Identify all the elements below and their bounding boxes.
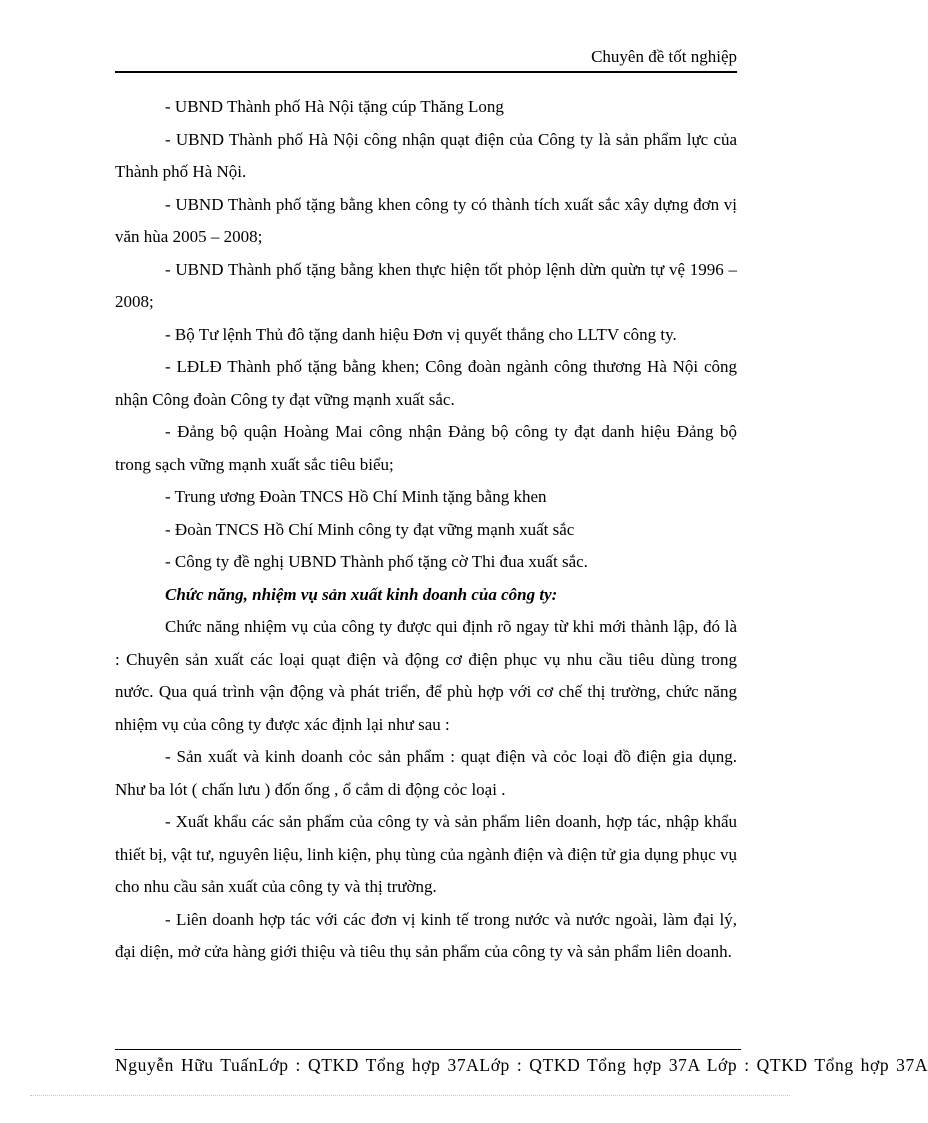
award-item: - UBND Thành phố tặng bằng khen công ty có thành tích xuất sắc xây dựng đơn vị văn hùa 2005 – 2008; (115, 194, 737, 246)
award-item: - Đảng bộ quận Hoàng Mai công nhận Đảng bộ công ty đạt danh hiệu Đảng bộ trong sạch vững mạnh xuất sắc tiêu biểu; (115, 422, 737, 474)
body-text (115, 91, 737, 969)
award-item: - Bộ Tư lệnh Thủ đô tặng danh hiệu Đơn vị quyết thắng cho LLTV công ty. (165, 324, 677, 344)
section-paragraph: - Xuất khẩu các sản phẩm của công ty và sản phẩm liên doanh, hợp tác, nhập khẩu thiết bị, vật tư, nguyên liệu, linh kiện, phụ tùng của ngành điện và điện tử gia dụng phục vụ cho nhu cầu sản xuất của công ty và thị trường. (115, 812, 737, 896)
award-item: - Trung ương Đoàn TNCS Hồ Chí Minh tặng bằng khen (165, 487, 547, 506)
footer-rule (115, 1049, 741, 1050)
page-boundary-dots (30, 1095, 790, 1096)
award-item: - Đoàn TNCS Hồ Chí Minh công ty đạt vững mạnh xuất sắc (165, 519, 575, 539)
award-item: - UBND Thành phố tặng bằng khen thực hiện tốt phỏp lệnh dừn quừn tự vệ 1996 – 2008; (115, 259, 737, 311)
award-item: - UBND Thành phố Hà Nội tặng cúp Thăng Long (165, 97, 504, 116)
footer-text: Nguyễn Hữu TuấnLớp : QTKD Tổng hợp 37ALớp : QTKD Tổng hợp 37A Lớp : QTKD Tổng hợp 37A (115, 1055, 928, 1075)
section-heading: Chức năng, nhiệm vụ sản xuất kinh doanh của công ty: (165, 584, 558, 604)
section-paragraph: - Sản xuất và kinh doanh cỏc sản phẩm : quạt điện và cỏc loại đồ điện gia dụng. Như ba lót ( chấn lưu ) đốn ống , ổ cắm di động cỏc loại . (115, 747, 737, 799)
section-paragraph: - Liên doanh hợp tác với các đơn vị kinh tế trong nước và nước ngoài, làm đại lý, đại diện, mở cửa hàng giới thiệu và tiêu thụ sản phẩm của công ty và sản phẩm liên doanh. (115, 909, 737, 961)
award-item: - UBND Thành phố Hà Nội công nhận quạt điện của Công ty là sản phẩm lực của Thành phố Hà Nội. (115, 129, 737, 181)
section-paragraph: Chức năng nhiệm vụ của công ty được qui định rõ ngay từ khi mới thành lập, đó là : Chuyên sản xuất các loại quạt điện và động cơ điện phục vụ nhu cầu tiêu dùng trong nước. Qua quá trình vận động và phát triển, để phù hợp với cơ chế thị trường, chức năng nhiệm vụ của công ty được xác định lại như sau : (115, 617, 737, 734)
award-item: - Công ty đề nghị UBND Thành phố tặng cờ Thi đua xuất sắc. (165, 552, 588, 571)
award-item: - LĐLĐ Thành phố tặng bằng khen; Công đoàn ngành công thương Hà Nội công nhận Công đoàn Công ty đạt vững mạnh xuất sắc. (115, 357, 737, 409)
header-title: Chuyên đề tốt nghiệp (591, 47, 737, 66)
header-rule (115, 71, 737, 73)
